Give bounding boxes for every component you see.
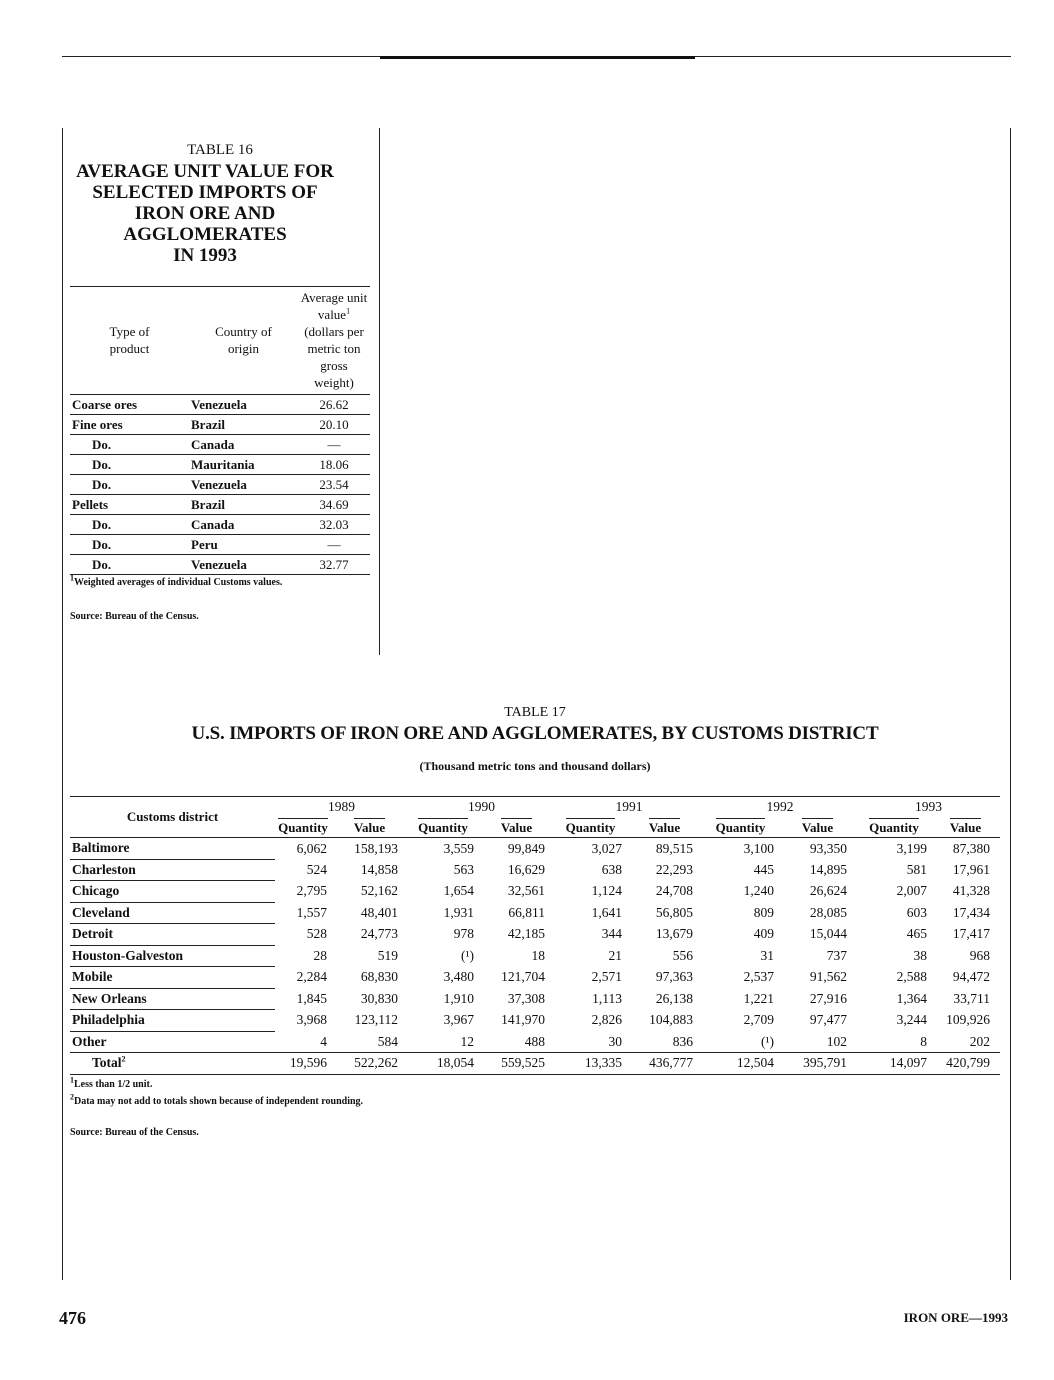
- header-text: (dollars per: [304, 324, 364, 339]
- quantity-cell: 581: [906, 861, 927, 877]
- value-cell: —: [298, 535, 370, 555]
- table-source: Source: Bureau of the Census.: [70, 1127, 199, 1138]
- table-number: TABLE 17: [504, 705, 566, 720]
- value-cell: 99,849: [507, 840, 545, 856]
- product-cell: Pellets: [70, 495, 189, 515]
- col-header-product: [70, 287, 189, 395]
- quantity-cell: 2,007: [896, 883, 927, 899]
- value-cell: 68,830: [360, 969, 398, 985]
- col-header-country: [189, 287, 298, 395]
- quantity-cell: 38: [913, 947, 927, 963]
- header-text: value: [317, 307, 347, 322]
- quantity-cell: 3,968: [296, 1012, 327, 1028]
- quantity-cell: 8: [920, 1033, 927, 1049]
- quantity-cell: (¹): [760, 1033, 774, 1049]
- value-cell: 24,773: [360, 926, 398, 942]
- value-cell: 32.77: [298, 555, 370, 575]
- quantity-cell: 603: [906, 904, 927, 920]
- quantity-cell: 1,845: [296, 990, 327, 1006]
- table-row: [70, 1010, 1000, 1032]
- table-title-line: AVERAGE UNIT VALUE FOR: [76, 161, 334, 182]
- quantity-cell: 524: [306, 861, 327, 877]
- country-cell: Brazil: [189, 495, 298, 515]
- total-quantity-cell: 19,596: [275, 1053, 331, 1075]
- footnote-marker: 2: [121, 1054, 126, 1064]
- quantity-cell: 2,826: [591, 1012, 622, 1028]
- value-cell: 17,434: [952, 904, 990, 920]
- total-quantity-cell: 14,097: [857, 1053, 931, 1075]
- header-text: Quantity: [418, 820, 468, 835]
- col-header-value: [478, 817, 555, 838]
- header-text: Value: [353, 820, 386, 835]
- district-cell: Philadelphia: [70, 1010, 275, 1032]
- table-title-line: AGGLOMERATES: [123, 224, 287, 245]
- table-row: [70, 435, 370, 455]
- quantity-cell: 3,480: [443, 969, 474, 985]
- country-cell: Venezuela: [189, 555, 298, 575]
- table-row: [70, 924, 1000, 946]
- value-cell: 16,629: [507, 861, 545, 877]
- country-cell: Brazil: [189, 415, 298, 435]
- footnote-marker: 1: [346, 306, 351, 316]
- table-header-row: [70, 287, 370, 395]
- value-cell: 33,711: [953, 990, 990, 1006]
- value-cell: 34.69: [298, 495, 370, 515]
- value-cell: 87,380: [952, 840, 990, 856]
- value-cell: 488: [524, 1033, 545, 1049]
- value-cell: 556: [672, 947, 693, 963]
- value-cell: 97,363: [655, 969, 693, 985]
- quantity-cell: 4: [320, 1033, 327, 1049]
- table-row: [70, 455, 370, 475]
- table-footnote: [70, 1076, 363, 1093]
- value-cell: 24,708: [655, 883, 693, 899]
- quantity-cell: 528: [306, 926, 327, 942]
- value-cell: 26,138: [655, 990, 693, 1006]
- year-header: [857, 797, 1000, 818]
- table-row: [70, 1031, 1000, 1053]
- year-header: [275, 797, 408, 818]
- table-17-notes: [70, 1076, 363, 1141]
- table-row: [70, 945, 1000, 967]
- value-cell: 968: [969, 947, 990, 963]
- quantity-cell: 1,931: [443, 904, 474, 920]
- year-header: [555, 797, 703, 818]
- quantity-cell: 3,559: [443, 840, 474, 856]
- value-cell: 32,561: [507, 883, 545, 899]
- quantity-cell: 1,654: [443, 883, 474, 899]
- col-header-quantity: [703, 817, 778, 838]
- value-cell: 37,308: [507, 990, 545, 1006]
- table-subtitle: (Thousand metric tons and thousand dollars): [419, 759, 651, 773]
- total-row: [70, 1053, 1000, 1075]
- value-cell: 94,472: [952, 969, 990, 985]
- quantity-cell: 1,240: [743, 883, 774, 899]
- district-cell: Baltimore: [70, 838, 275, 860]
- quantity-cell: 1,221: [743, 990, 774, 1006]
- value-cell: 519: [377, 947, 398, 963]
- quantity-cell: 3,967: [443, 1012, 474, 1028]
- value-cell: 91,562: [809, 969, 847, 985]
- footnote-marker: 2: [70, 1092, 74, 1102]
- quantity-cell: 2,709: [743, 1012, 774, 1028]
- country-cell: Mauritania: [189, 455, 298, 475]
- total-label-cell: [70, 1053, 275, 1075]
- header-text: Value: [949, 820, 982, 835]
- col-header-quantity: [275, 817, 331, 838]
- district-cell: Other: [70, 1031, 275, 1053]
- district-cell: Mobile: [70, 967, 275, 989]
- product-cell: Do.: [70, 515, 189, 535]
- quantity-cell: 21: [608, 947, 622, 963]
- quantity-cell: 2,588: [896, 969, 927, 985]
- table-row: [70, 902, 1000, 924]
- col-header-value: [778, 817, 857, 838]
- quantity-cell: 344: [601, 926, 622, 942]
- header-text: Value: [801, 820, 834, 835]
- district-cell: Charleston: [70, 859, 275, 881]
- col-header-quantity: [555, 817, 626, 838]
- table-row: [70, 495, 370, 515]
- district-cell: Detroit: [70, 924, 275, 946]
- product-cell: Do.: [70, 535, 189, 555]
- product-cell: Do.: [70, 455, 189, 475]
- table-body: [70, 395, 370, 575]
- table-title-line: IRON ORE AND: [134, 203, 276, 224]
- value-cell: 102: [826, 1033, 847, 1049]
- table-footnote: [70, 1093, 363, 1110]
- table-row: [70, 859, 1000, 881]
- value-cell: —: [298, 435, 370, 455]
- table-title-line: IN 1993: [173, 245, 237, 266]
- footnote-text: Data may not add to totals shown because of independent rounding.: [74, 1096, 364, 1107]
- header-text: Quantity: [278, 820, 328, 835]
- quantity-cell: 1,910: [443, 990, 474, 1006]
- value-cell: 121,704: [501, 969, 545, 985]
- quantity-cell: 3,100: [743, 840, 774, 856]
- value-cell: 18: [531, 947, 545, 963]
- value-cell: 23.54: [298, 475, 370, 495]
- value-cell: 32.03: [298, 515, 370, 535]
- quantity-cell: 3,027: [591, 840, 622, 856]
- total-value-cell: 420,799: [931, 1053, 1000, 1075]
- value-cell: 42,185: [507, 926, 545, 942]
- value-cell: 30,830: [360, 990, 398, 1006]
- header-text: product: [109, 341, 150, 356]
- year-header: [703, 797, 857, 818]
- header-text: Quantity: [869, 820, 919, 835]
- value-cell: 104,883: [649, 1012, 693, 1028]
- table-row: [70, 838, 1000, 860]
- year-label: 1992: [766, 799, 794, 814]
- value-cell: 17,961: [952, 861, 990, 877]
- district-cell: New Orleans: [70, 988, 275, 1010]
- district-cell: Houston-Galveston: [70, 945, 275, 967]
- value-cell: 202: [969, 1033, 990, 1049]
- value-cell: 22,293: [655, 861, 693, 877]
- quantity-cell: 1,364: [896, 990, 927, 1006]
- quantity-cell: 978: [453, 926, 474, 942]
- value-cell: 158,193: [354, 840, 398, 856]
- value-cell: 737: [826, 947, 847, 963]
- country-cell: Peru: [189, 535, 298, 555]
- table-number: TABLE 16: [187, 142, 253, 158]
- total-quantity-cell: 12,504: [703, 1053, 778, 1075]
- table-row: [70, 515, 370, 535]
- col-header-quantity: [857, 817, 931, 838]
- header-rule-thick: [380, 56, 695, 59]
- district-cell: Chicago: [70, 881, 275, 903]
- quantity-cell: 1,113: [592, 990, 622, 1006]
- header-text: Value: [648, 820, 681, 835]
- table-row: [70, 555, 370, 575]
- table-row: [70, 395, 370, 415]
- value-cell: 48,401: [360, 904, 398, 920]
- value-cell: 123,112: [354, 1012, 398, 1028]
- value-cell: 17,417: [952, 926, 990, 942]
- value-cell: 836: [672, 1033, 693, 1049]
- value-cell: 26,624: [809, 883, 847, 899]
- country-cell: Canada: [189, 435, 298, 455]
- value-cell: 93,350: [809, 840, 847, 856]
- country-cell: Venezuela: [189, 475, 298, 495]
- total-label: Total: [92, 1055, 122, 1071]
- value-cell: 89,515: [655, 840, 693, 856]
- total-value-cell: 522,262: [331, 1053, 408, 1075]
- page-number: 476: [59, 1308, 86, 1328]
- year-label: 1991: [615, 799, 643, 814]
- value-cell: 141,970: [501, 1012, 545, 1028]
- value-cell: 584: [377, 1033, 398, 1049]
- total-value-cell: 559,525: [478, 1053, 555, 1075]
- table-row: [70, 988, 1000, 1010]
- table-title: U.S. IMPORTS OF IRON ORE AND AGGLOMERATES, BY CUSTOMS DISTRICT: [191, 723, 879, 744]
- table-row: [70, 475, 370, 495]
- value-cell: 18.06: [298, 455, 370, 475]
- quantity-cell: 2,537: [743, 969, 774, 985]
- table-footnote: [70, 573, 370, 588]
- quantity-cell: 465: [906, 926, 927, 942]
- col-header-value: [626, 817, 703, 838]
- district-cell: Cleveland: [70, 902, 275, 924]
- total-value-cell: 436,777: [626, 1053, 703, 1075]
- value-cell: 13,679: [655, 926, 693, 942]
- unit-value-table: [70, 286, 370, 575]
- quantity-cell: 1,124: [591, 883, 622, 899]
- quantity-cell: 3,244: [896, 1012, 927, 1028]
- footnote-marker: 1: [70, 1075, 74, 1085]
- col-header-value: [931, 817, 1000, 838]
- value-cell: 15,044: [809, 926, 847, 942]
- year-label: 1993: [915, 799, 942, 814]
- value-cell: 52,162: [360, 883, 398, 899]
- table-row: [70, 967, 1000, 989]
- product-cell: Coarse ores: [70, 395, 189, 415]
- table-row: [70, 535, 370, 555]
- table-title-line: SELECTED IMPORTS OF: [92, 182, 318, 203]
- value-cell: 109,926: [946, 1012, 990, 1028]
- quantity-cell: 30: [608, 1033, 622, 1049]
- product-cell: Do.: [70, 475, 189, 495]
- quantity-cell: 638: [601, 861, 622, 877]
- quantity-cell: 12: [460, 1033, 474, 1049]
- header-text: Type of: [109, 324, 150, 339]
- quantity-cell: 1,641: [591, 904, 622, 920]
- value-cell: 97,477: [809, 1012, 847, 1028]
- product-cell: Do.: [70, 435, 189, 455]
- year-label: 1989: [328, 799, 355, 814]
- value-cell: 20.10: [298, 415, 370, 435]
- product-cell: Fine ores: [70, 415, 189, 435]
- header-text: origin: [227, 341, 260, 356]
- header-text: metric ton: [307, 341, 361, 356]
- col-header-quantity: [408, 817, 478, 838]
- footnote-marker: 1: [70, 573, 74, 583]
- value-cell: 28,085: [809, 904, 847, 920]
- value-cell: 56,805: [655, 904, 693, 920]
- total-value-cell: 395,791: [778, 1053, 857, 1075]
- quantity-cell: 3,199: [896, 840, 927, 856]
- table-17-heading: [70, 705, 1000, 774]
- year-label: 1990: [468, 799, 495, 814]
- year-header-row: [70, 797, 1000, 818]
- right-margin-rule: [1010, 128, 1011, 1280]
- country-cell: Venezuela: [189, 395, 298, 415]
- product-cell: Do.: [70, 555, 189, 575]
- header-text: Country of: [215, 324, 272, 339]
- quantity-cell: 2,284: [296, 969, 327, 985]
- value-cell: 14,858: [360, 861, 398, 877]
- table-16: [70, 142, 370, 622]
- col-header-value: [298, 287, 370, 395]
- header-text: Value: [500, 820, 533, 835]
- value-cell: 41,328: [952, 883, 990, 899]
- col-header-value: [331, 817, 408, 838]
- quantity-cell: 2,795: [296, 883, 327, 899]
- quantity-cell: (¹): [460, 947, 474, 963]
- value-cell: 14,895: [809, 861, 847, 877]
- header-text: Quantity: [715, 820, 766, 835]
- table-row: [70, 881, 1000, 903]
- header-text: gross weight): [314, 358, 354, 390]
- left-margin-rule: [62, 128, 63, 1280]
- value-cell: 66,811: [508, 904, 545, 920]
- col-header-district: Customs district: [70, 797, 275, 838]
- column-divider-rule: [379, 128, 380, 655]
- running-head: IRON ORE—1993: [903, 1310, 1008, 1325]
- quantity-cell: 563: [453, 861, 474, 877]
- quantity-cell: 1,557: [296, 904, 327, 920]
- quantity-cell: 28: [313, 947, 327, 963]
- table-title: [70, 161, 340, 266]
- footnote-text: Less than 1/2 unit.: [74, 1079, 153, 1090]
- year-header: [408, 797, 555, 818]
- total-quantity-cell: 13,335: [555, 1053, 626, 1075]
- quantity-cell: 409: [753, 926, 774, 942]
- total-quantity-cell: 18,054: [408, 1053, 478, 1075]
- table-source: Source: Bureau of the Census.: [70, 611, 199, 622]
- header-text: [300, 306, 368, 323]
- country-cell: Canada: [189, 515, 298, 535]
- customs-district-table: [70, 796, 1000, 1075]
- header-text: Quantity: [565, 820, 616, 835]
- quantity-cell: 31: [760, 947, 774, 963]
- quantity-cell: 809: [753, 904, 774, 920]
- header-text: Average unit: [300, 290, 368, 305]
- value-cell: 27,916: [809, 990, 847, 1006]
- quantity-cell: 6,062: [296, 840, 327, 856]
- table-body: [70, 838, 1000, 1075]
- value-cell: 26.62: [298, 395, 370, 415]
- quantity-cell: 2,571: [591, 969, 622, 985]
- quantity-cell: 445: [753, 861, 774, 877]
- footnote-text: Weighted averages of individual Customs values.: [74, 577, 283, 588]
- table-row: [70, 415, 370, 435]
